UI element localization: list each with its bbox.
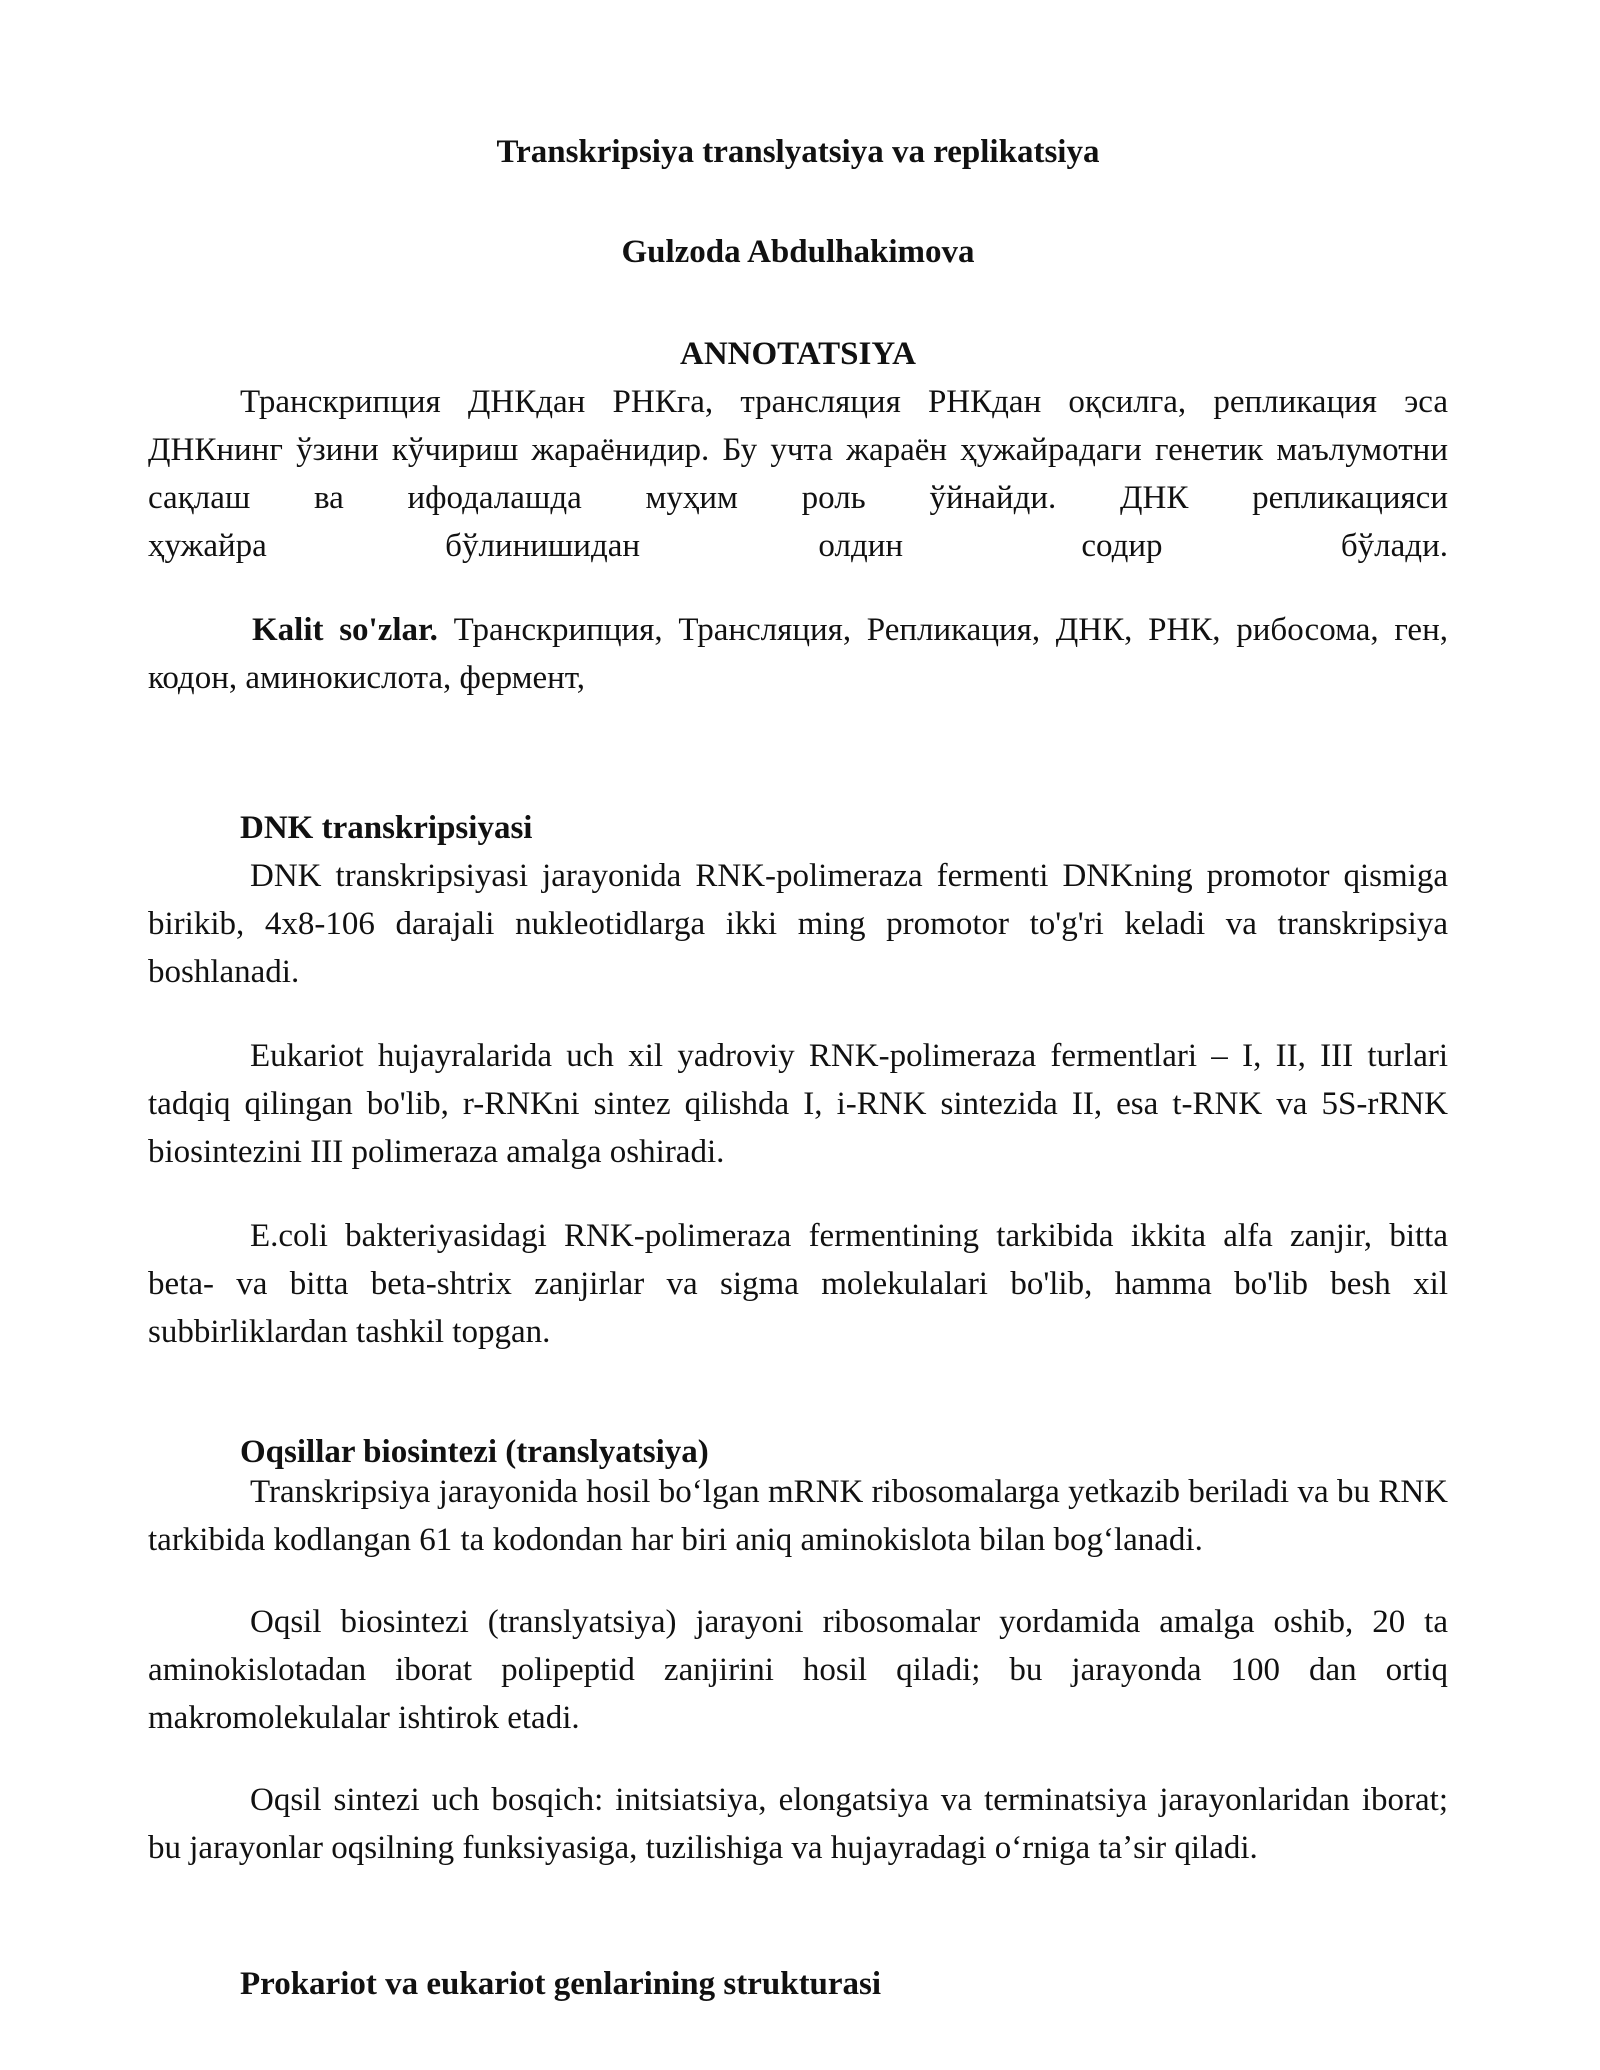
abstract-paragraph: Транскрипция ДНКдан РНКга, трансляция РНКдан оқсилга, репликация эса ДНКнинг ўзини кўчириш жараёнидир. Бу учта жараён ҳужайрадаги генетик маълумотни сақлаш ва ифодалашда муҳим роль ўйнайди. ДНК репликацияси (148, 384, 1448, 516)
section-heading-translation: Oqsillar biosintezi (translyatsiya) (240, 1434, 709, 1470)
section-paragraph: Oqsil biosintezi (translyatsiya) jarayoni ribosomalar yordamida amalga oshib, 20 ta aminokislotadan iborat polipeptid zanjirini hosil qiladi; bu jarayonda 100 dan ortiq makromolekulalar ishtirok etadi. (148, 1604, 1448, 1736)
abstract-paragraph-last-line: ҳужайра бўлинишидан олдин содир бўлади. (148, 528, 1448, 564)
section-paragraph: Transkripsiya jarayonida hosil boʻlgan mRNK ribosomalarga yetkazib beriladi va bu RNK tarkibida kodlangan 61 ta kodondan har biri aniq aminokislota bilan bogʻlanadi. (148, 1474, 1448, 1558)
document-author: Gulzoda Abdulhakimova (621, 234, 975, 270)
section-paragraph: E.coli bakteriyasidagi RNK-polimeraza fermentining tarkibida ikkita alfa zanjir, bitta beta- va bitta beta-shtrix zanjirlar va sigma molekulalari bo'lib, hamma bo'lib besh xil subbirliklardan tashkil topgan. (148, 1218, 1448, 1350)
section-paragraph: Oqsil sintezi uch bosqich: initsiatsiya, elongatsiya va terminatsiya jarayonlaridan iborat; bu jarayonlar oqsilning funksiyasiga, tuzilishiga va hujayradagi oʻrniga taʼsir qiladi. (148, 1782, 1448, 1866)
keywords-paragraph (148, 606, 1448, 702)
section-heading-gene-structure: Prokariot va eukariot genlarining strukturasi (240, 1966, 882, 2002)
section-heading-transcription: DNK transkripsiyasi (240, 810, 533, 846)
abstract-heading: ANNOTATSIYA (680, 336, 916, 372)
section-paragraph: DNK transkripsiyasi jarayonida RNK-polimeraza fermenti DNKning promotor qismiga birikib, 4x8-106 darajali nukleotidlarga ikki ming promotor to'g'ri keladi va transkripsiya boshlanadi. (148, 858, 1448, 990)
document-title: Transkripsiya translyatsiya va replikatsiya (496, 134, 1100, 170)
keywords-text: Транскрипция, Трансляция, Репликация, ДНК, РНК, рибосома, ген, кодон, аминокислота, фермент, (148, 612, 1448, 696)
section-paragraph: Eukariot hujayralarida uch xil yadroviy RNK-polimeraza fermentlari – I, II, III turlari tadqiq qilingan bo'lib, r-RNKni sintez qilishda I, i-RNK sintezida II, esa t-RNK va 5S-rRNK biosintezini III polimeraza amalga oshiradi. (148, 1038, 1448, 1170)
keywords-label: Kalit so'zlar. (252, 612, 438, 648)
